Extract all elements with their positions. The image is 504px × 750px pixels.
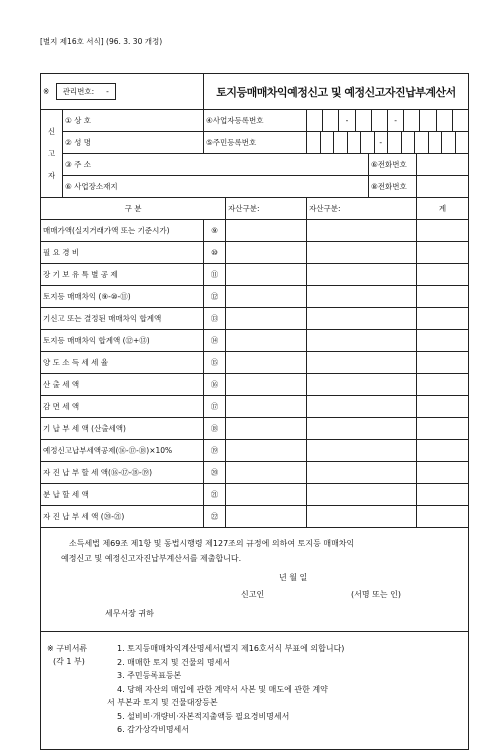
- calc-row-number: ⑫: [204, 286, 226, 308]
- filer-char-2: 고: [47, 148, 56, 158]
- calc-total-input[interactable]: [417, 308, 469, 330]
- calc-row-label: 기 납 부 세 액 (산출세액): [41, 418, 204, 440]
- calc-header-asset2: 자산구분:: [307, 198, 417, 220]
- calc-asset1-input[interactable]: [226, 242, 307, 264]
- calc-asset1-input[interactable]: [226, 484, 307, 506]
- calc-row-label: 예정신고납부세액공제(⑯-⑰-⑱)×10%: [41, 440, 204, 462]
- notes-item: 1. 토지등매매차익계산명세서(별지 제16호서식 부표에 의합니다): [117, 644, 345, 653]
- calc-total-input[interactable]: [417, 286, 469, 308]
- form-title: 토지등매매차익예정신고 및 예정신고자진납부계산서: [204, 74, 469, 110]
- calc-row-label: 양 도 소 득 세 세 율: [41, 352, 204, 374]
- rrn-digit-box[interactable]: -: [374, 132, 388, 153]
- calc-asset2-input[interactable]: [307, 440, 417, 462]
- rrn-digit-box[interactable]: [360, 132, 374, 153]
- filer-row-1: [41, 110, 469, 132]
- calc-total-input[interactable]: [417, 374, 469, 396]
- bizno-digit-box[interactable]: -: [338, 110, 354, 131]
- declaration-line-1: 소득세법 제69조 제1항 및 동법시행령 제127조의 규정에 의하여 토지등 매매차익: [69, 539, 355, 548]
- calc-row: [41, 396, 469, 418]
- calc-asset2-input[interactable]: [307, 220, 417, 242]
- declaration-line-2: 예정신고 및 예정신고자진납부계산서를 제출합니다.: [61, 554, 242, 563]
- bizno-label: ④사업자등록번호: [206, 116, 264, 125]
- notes-item: 2. 매매한 토지 및 건물의 명세서: [117, 657, 231, 667]
- form-number-header: [별지 제16호 서식] (96. 3. 30 개정): [40, 37, 163, 46]
- phone2-label-cell: [369, 176, 417, 198]
- calc-asset2-input[interactable]: [307, 462, 417, 484]
- asterisk-icon: ※: [43, 87, 50, 96]
- bizno-digit-box[interactable]: -: [387, 110, 403, 131]
- bizno-digit-box[interactable]: [322, 110, 338, 131]
- calc-row-label: 자 진 납 부 세 액 (⑳-㉑): [41, 506, 204, 528]
- rrn-digit-box[interactable]: [401, 132, 415, 153]
- rrn-digit-box[interactable]: [320, 132, 334, 153]
- calc-asset2-input[interactable]: [307, 264, 417, 286]
- calc-asset1-input[interactable]: [226, 462, 307, 484]
- calc-row-label: 토지등 매매차익 (⑨-⑩-⑪): [41, 286, 204, 308]
- management-box[interactable]: [56, 83, 116, 100]
- address-field[interactable]: [63, 154, 369, 176]
- calc-asset1-input[interactable]: [226, 440, 307, 462]
- calc-header-item: 구 분: [41, 198, 226, 220]
- calc-total-input[interactable]: [417, 462, 469, 484]
- calc-row-number: ⑨: [204, 220, 226, 242]
- calc-asset2-input[interactable]: [307, 286, 417, 308]
- notes-item: 3. 주민등록표등본: [117, 671, 182, 680]
- declaration-row: [41, 528, 469, 632]
- form-table: [40, 73, 469, 750]
- business-address-label: ⑥ 사업장소재지: [65, 182, 118, 191]
- representative-field[interactable]: [63, 132, 204, 154]
- calc-row-number: ⑳: [204, 462, 226, 484]
- phone2-label: ⑧전화번호: [371, 182, 407, 191]
- declaration-date: 년 월 일: [279, 573, 308, 582]
- calc-row: [41, 308, 469, 330]
- bizno-boxes[interactable]: [307, 110, 469, 132]
- calc-total-input[interactable]: [417, 264, 469, 286]
- calc-total-input[interactable]: [417, 484, 469, 506]
- calc-total-input[interactable]: [417, 506, 469, 528]
- calc-row-number: ⑭: [204, 330, 226, 352]
- calc-row-number: ⑲: [204, 440, 226, 462]
- rrn-boxes[interactable]: [307, 132, 469, 154]
- notes-list: [107, 642, 345, 737]
- calc-row: [41, 484, 469, 506]
- calc-total-input[interactable]: [417, 220, 469, 242]
- management-value: -: [106, 87, 109, 96]
- calc-row-number: ⑰: [204, 396, 226, 418]
- filer-char-3: 자: [47, 170, 56, 180]
- notes-row: [41, 632, 469, 750]
- calc-asset2-input[interactable]: [307, 352, 417, 374]
- calc-asset2-input[interactable]: [307, 242, 417, 264]
- phone1-label-cell: [369, 154, 417, 176]
- declaration-office: 세무서장 귀하: [105, 609, 154, 618]
- filer-row-2: [41, 132, 469, 154]
- calc-asset1-input[interactable]: [226, 506, 307, 528]
- calc-rows: [41, 220, 469, 528]
- calc-asset2-input[interactable]: [307, 418, 417, 440]
- bizno-digit-box[interactable]: [436, 110, 452, 131]
- calc-asset1-input[interactable]: [226, 286, 307, 308]
- bizno-label-cell: [204, 110, 307, 132]
- filer-row-3: [41, 154, 469, 176]
- bizno-digit-box[interactable]: [371, 110, 387, 131]
- calc-asset1-input[interactable]: [226, 374, 307, 396]
- notes-item: 4. 당해 자산의 매입에 관한 계약서 사본 및 매도에 관한 계약: [117, 684, 328, 694]
- management-cell: [41, 74, 204, 110]
- phone1-label: ⑥전화번호: [371, 160, 407, 169]
- management-label: 관리번호:: [62, 87, 95, 96]
- bizno-digit-box[interactable]: [403, 110, 419, 131]
- calc-asset1-input[interactable]: [226, 264, 307, 286]
- calc-row-number: ⑬: [204, 308, 226, 330]
- rrn-digit-box[interactable]: [307, 132, 320, 153]
- phone2-field[interactable]: [417, 176, 469, 198]
- calc-asset2-input[interactable]: [307, 396, 417, 418]
- calc-asset2-input[interactable]: [307, 506, 417, 528]
- calc-row: [41, 462, 469, 484]
- bizno-digit-box[interactable]: [355, 110, 371, 131]
- calc-asset1-input[interactable]: [226, 418, 307, 440]
- rrn-digit-box[interactable]: [455, 132, 469, 153]
- calc-asset1-input[interactable]: [226, 352, 307, 374]
- calc-row-number: ⑯: [204, 374, 226, 396]
- calc-row-label: 산 출 세 액: [41, 374, 204, 396]
- rrn-digit-box[interactable]: [333, 132, 347, 153]
- calc-row: [41, 352, 469, 374]
- calc-row: [41, 220, 469, 242]
- calc-asset1-input[interactable]: [226, 396, 307, 418]
- calc-row: [41, 242, 469, 264]
- calc-row-label: 필 요 경 비: [41, 242, 204, 264]
- business-address-field[interactable]: [63, 176, 369, 198]
- calc-row-label: 토지등 매매차익 합계액 (⑫+⑬): [41, 330, 204, 352]
- calc-total-input[interactable]: [417, 352, 469, 374]
- calc-asset1-input[interactable]: [226, 220, 307, 242]
- notes-cell: [41, 632, 469, 750]
- rrn-label-cell: [204, 132, 307, 154]
- calc-row-label: 매매가액(실지거래가액 또는 기준시가): [41, 220, 204, 242]
- rrn-digit-box[interactable]: [387, 132, 401, 153]
- calc-row: [41, 330, 469, 352]
- calc-total-input[interactable]: [417, 440, 469, 462]
- calc-total-input[interactable]: [417, 418, 469, 440]
- calc-row-label: 장 기 보 유 특 별 공 제: [41, 264, 204, 286]
- bizno-digit-box[interactable]: [419, 110, 435, 131]
- calc-header-total: 계: [417, 198, 469, 220]
- calc-total-input[interactable]: [417, 396, 469, 418]
- calc-asset2-input[interactable]: [307, 308, 417, 330]
- notes-label: ※ 구비서류: [47, 644, 88, 653]
- notes-item: 5. 설비비·개량비·자본적지출액등 필요경비명세서: [117, 711, 290, 721]
- calc-asset2-input[interactable]: [307, 330, 417, 352]
- address-label: ③ 주 소: [65, 160, 91, 169]
- rrn-digit-box[interactable]: [441, 132, 455, 153]
- company-name-field[interactable]: [63, 110, 204, 132]
- calc-asset2-input[interactable]: [307, 484, 417, 506]
- bizno-digit-box[interactable]: [452, 110, 468, 131]
- calc-header-asset1: 자산구분:: [226, 198, 307, 220]
- calc-row: [41, 440, 469, 462]
- calc-row-label: 자 진 납 부 할 세 액(⑯-⑰-⑱-⑲): [41, 462, 204, 484]
- calc-row: [41, 418, 469, 440]
- calc-row: [41, 286, 469, 308]
- declaration-filer[interactable]: 신고인: [241, 590, 265, 599]
- calc-total-input[interactable]: [417, 242, 469, 264]
- calc-row-number: ⑩: [204, 242, 226, 264]
- calc-row: [41, 264, 469, 286]
- filer-char-1: 신: [47, 126, 56, 136]
- company-name-label: ① 상 호: [65, 116, 91, 125]
- phone1-field[interactable]: [417, 154, 469, 176]
- rrn-digit-box[interactable]: [414, 132, 428, 153]
- calc-row-label: 기신고 또는 결정된 매매차익 합계액: [41, 308, 204, 330]
- calc-row-number: ㉑: [204, 484, 226, 506]
- rrn-digit-box[interactable]: [428, 132, 442, 153]
- calc-asset1-input[interactable]: [226, 330, 307, 352]
- calc-asset1-input[interactable]: [226, 308, 307, 330]
- representative-label: ② 성 명: [65, 138, 91, 147]
- declaration-signature[interactable]: (서명 또는 인): [351, 590, 401, 599]
- rrn-digit-box[interactable]: [347, 132, 361, 153]
- notes-item: 서 부본과 토지 및 건물대장등본: [107, 698, 218, 707]
- calc-header-row: [41, 198, 469, 220]
- notes-sublabel: (각 1 부): [53, 657, 85, 666]
- calc-row-number: ⑪: [204, 264, 226, 286]
- filer-row-4: [41, 176, 469, 198]
- bizno-digit-box[interactable]: [307, 110, 322, 131]
- calc-row-label: 분 납 할 세 액: [41, 484, 204, 506]
- calc-row: [41, 374, 469, 396]
- declaration-cell: [41, 528, 469, 632]
- calc-total-input[interactable]: [417, 330, 469, 352]
- calc-row-number: ⑱: [204, 418, 226, 440]
- calc-row-number: ⑮: [204, 352, 226, 374]
- calc-asset2-input[interactable]: [307, 374, 417, 396]
- title-row: [41, 74, 469, 110]
- filer-side-label: [41, 110, 63, 198]
- rrn-label: ⑤주민등록번호: [206, 138, 257, 147]
- calc-row: [41, 506, 469, 528]
- calc-row-label: 감 면 세 액: [41, 396, 204, 418]
- calc-row-number: ㉒: [204, 506, 226, 528]
- notes-item: 6. 감가상각비명세서: [117, 725, 189, 734]
